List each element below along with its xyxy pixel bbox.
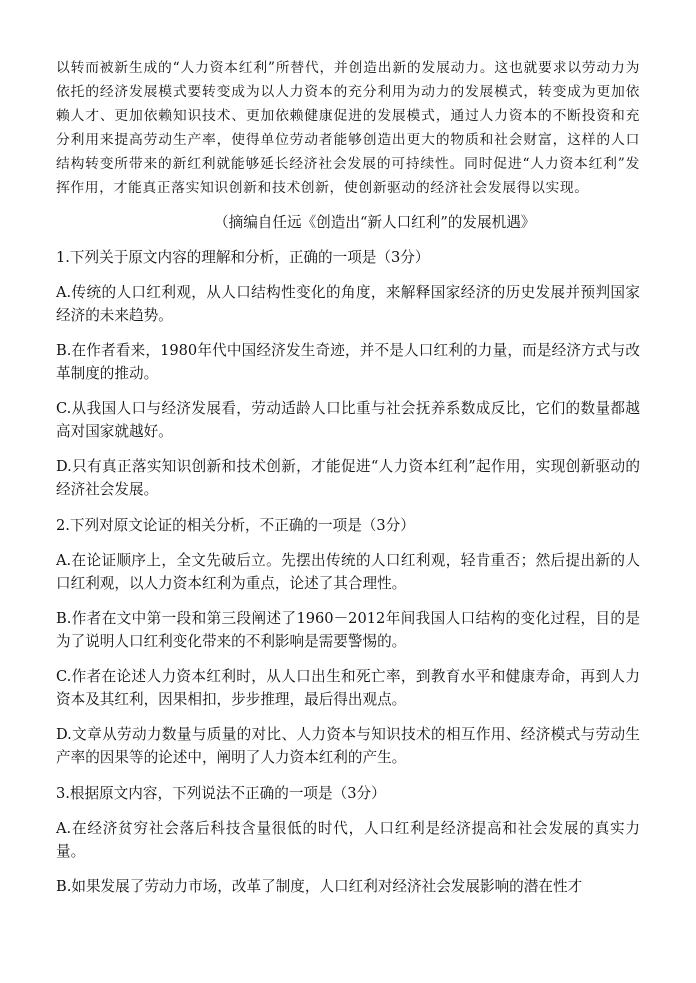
question-3-option-a: A.在经济贫穷社会落后科技含量很低的时代，人口红利是经济提高和社会发展的真实力量。	[56, 820, 640, 860]
question-1-stem: 1.下列关于原文内容的理解和分析，正确的一项是（3分）	[56, 249, 430, 266]
question-1-option-a: A.传统的人口红利观，从人口结构性变化的角度，来解释国家经济的历史发展并预判国家经济的未来趋势。	[56, 284, 640, 324]
question-3-option-b: B.如果发展了劳动力市场，改革了制度，人口红利对经济社会发展影响的潜在性才	[56, 878, 583, 895]
question-2-option-b: B.作者在文中第一段和第三段阐述了1960－2012年间我国人口结构的变化过程，目的是为了说明人口红利变化带来的不利影响是需要警惕的。	[56, 610, 640, 650]
document-page	[56, 56, 640, 898]
source-citation: （摘编自任远《创造出“新人口红利”的发展机遇》	[214, 214, 536, 231]
question-1-option-b: B.在作者看来，1980年代中国经济发生奇迹，并不是人口红利的力量，而是经济方式与改革制度的推动。	[56, 342, 640, 382]
question-1-option-d: D.只有真正落实知识创新和技术创新，才能促进“人力资本红利”起作用，实现创新驱动的经济社会发展。	[56, 458, 640, 498]
question-2-stem: 2.下列对原文论证的相关分析，不正确的一项是（3分）	[56, 517, 415, 534]
intro-paragraph: 以转而被新生成的“人力资本红利”所替代，并创造出新的发展动力。这也就要求以劳动力为依托的经济发展模式要转变成为以人力资本的充分利用为动力的发展模式，转变成为更加依赖人才、更加依赖知识技术、更加依赖健康促进的发展模式，通过人力资本的不断投资和充分利用来提高劳动生产率，使得单位劳动者能够创造出更大的物质和社会财富，这样的人口结构转变所带来的新红利就能够延长经济社会发展的可持续性。同时促进“人力资本红利”发挥作用，才能真正落实知识创新和技术创新，使创新驱动的经济社会发展得以实现。	[56, 60, 640, 196]
question-2-option-c: C.作者在论述人力资本红利时，从人口出生和死亡率，到教育水平和健康寿命，再到人力资本及其红利，因果相扣，步步推理，最后得出观点。	[56, 668, 640, 708]
question-3-stem: 3.根据原文内容，下列说法不正确的一项是（3分）	[56, 785, 386, 802]
question-2-option-a: A.在论证顺序上，全文先破后立。先摆出传统的人口红利观，轻肯重否；然后提出新的人口红利观，以人力资本红利为重点，论述了其合理性。	[56, 552, 640, 592]
question-1-option-c: C.从我国人口与经济发展看，劳动适龄人口比重与社会抚养系数成反比，它们的数量都越高对国家就越好。	[56, 400, 640, 440]
question-2-option-d: D.文章从劳动力数量与质量的对比、人力资本与知识技术的相互作用、经济模式与劳动生产率的因果等的论述中，阐明了人力资本红利的产生。	[56, 726, 640, 766]
